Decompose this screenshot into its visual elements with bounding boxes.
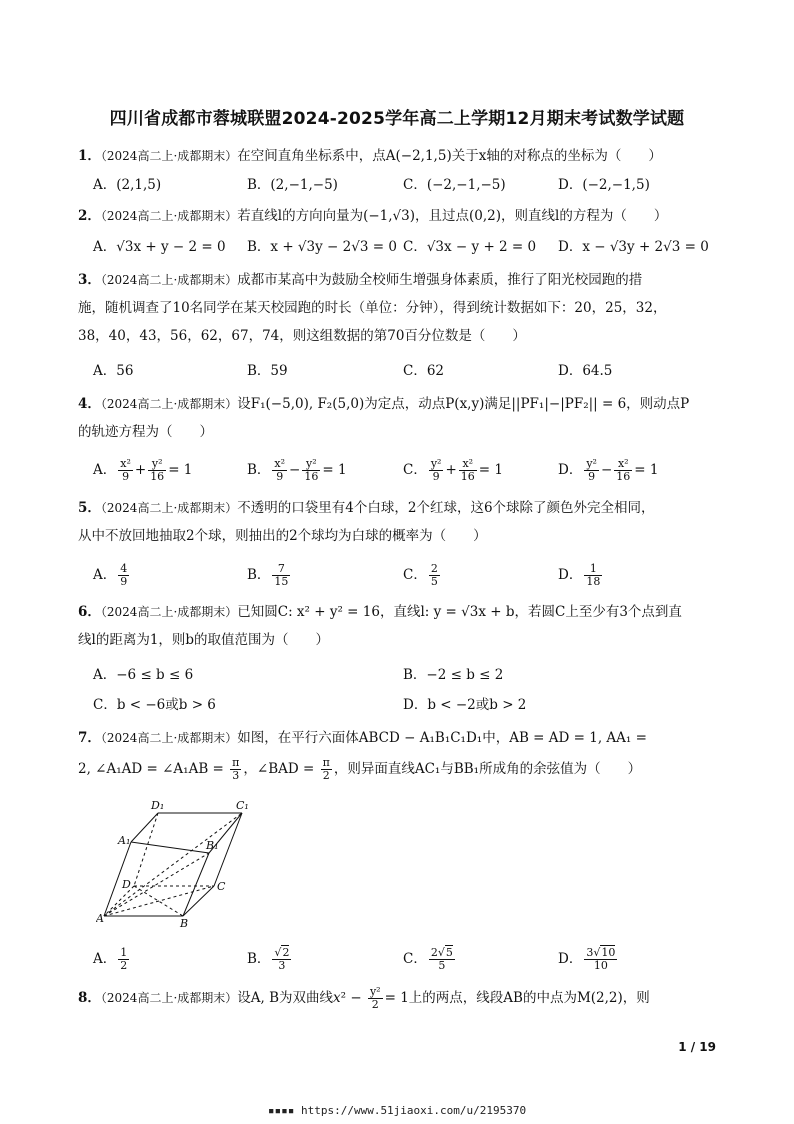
question-1 (78, 142, 718, 170)
option-b[interactable]: B．x + √3y − 2√3 = 0 (247, 239, 397, 255)
option-c[interactable]: C．√3x − y + 2 = 0 (403, 239, 537, 255)
option-c[interactable]: C．(−2,−1,−5) (403, 177, 506, 193)
question-7 (78, 724, 718, 786)
option-c[interactable]: C． $\frac{2√5}{5}$ (403, 946, 453, 972)
question-text-line-2: 2, ∠A₁AD = ∠A₁AB = $\frac{\pi}{3}$ ，∠BAD = $\frac{\pi}{2}$ ，则异面直线AC₁与BB₁所成角的余弦值为（ ） (78, 756, 642, 782)
parallelepiped-figure (96, 798, 266, 928)
question-source: （2024高二上·成都期末） (100, 501, 238, 515)
question-source: （2024高二上·成都期末） (100, 991, 238, 1005)
question-text-line-2: 线l的距离为1，则b的取值范围为（ ） (78, 632, 330, 648)
option-d[interactable]: D．64.5 (558, 363, 613, 379)
question-4 (78, 390, 718, 446)
option-a[interactable]: A． $\frac{1}{2}$ (93, 946, 128, 972)
label-b: B (180, 917, 189, 928)
question-source: （2024高二上·成都期末） (100, 273, 238, 287)
question-number: 6． (78, 604, 101, 620)
question-8: 8．（2024高二上·成都期末）设A, B为双曲线x² − $\frac{\text{y²}}{2}$ = 1上的两点，线段AB的中点为M(2,2)，则 (78, 985, 650, 1011)
option-c[interactable]: C． $\frac{\text{y²}}{9}$ + $\frac{\text{x²}}{16}$ = 1 (403, 457, 503, 483)
page-number: 1 / 19 (678, 1040, 716, 1054)
options-6-row-1 (93, 660, 718, 690)
option-a[interactable]: A． $\frac{4}{9}$ (93, 562, 128, 588)
question-source: （2024高二上·成都期末） (100, 209, 238, 223)
label-c: C (217, 880, 226, 893)
options-4 (93, 455, 718, 485)
option-b[interactable]: B．−2 ≤ b ≤ 2 (403, 667, 504, 683)
label-d1: D₁ (151, 799, 165, 812)
option-a[interactable]: A． $\frac{\text{x²}}{9}$ + $\frac{\text{y²}}{16}$ = 1 (93, 457, 193, 483)
question-text: 设A, B为双曲线 (237, 990, 334, 1006)
options-7 (93, 944, 718, 974)
question-source: （2024高二上·成都期末） (100, 397, 238, 411)
footer-url[interactable]: ▪▪▪▪ https://www.51jiaoxi.com/u/2195370 (267, 1104, 527, 1117)
option-d[interactable]: D．b < −2或b > 2 (403, 697, 527, 713)
option-b[interactable]: B．(2,−1,−5) (247, 177, 338, 193)
options-5 (93, 560, 718, 590)
option-a[interactable]: A．−6 ≤ b ≤ 6 (93, 667, 194, 683)
question-text-line-1: 成都市某高中为鼓励全校师生增强身体素质，推行了阳光校园跑的措 (237, 272, 643, 288)
question-source: （2024高二上·成都期末） (100, 605, 238, 619)
question-text-line-3: 38，40，43，56，62，67，74，则这组数据的第70百分位数是（ ） (78, 328, 526, 344)
options-6-row-2 (93, 690, 718, 720)
question-text: 若直线l的方向向量为(−1,√3)，且过点(0,2)，则直线l的方程为（ ） (237, 208, 668, 224)
option-b[interactable]: B．59 (247, 363, 288, 379)
page-title: 四川省成都市蓉城联盟2024-2025学年高二上学期12月期末考试数学试题 (109, 109, 685, 129)
question-2 (78, 202, 718, 230)
question-3 (78, 266, 718, 350)
question-text-line-2: 的轨迹方程为（ ） (78, 424, 213, 440)
question-text-line-1: 已知圆C: x² + y² = 16，直线l: y = √3x + b，若圆C上至少有3个点到直 (237, 604, 682, 620)
label-b1: B₁ (206, 839, 219, 852)
option-a[interactable]: A．√3x + y − 2 = 0 (93, 239, 226, 255)
label-d: D (122, 878, 131, 891)
label-a1: A₁ (118, 834, 131, 847)
question-text-line-1: 设F₁(−5,0), F₂(5,0)为定点，动点P(x,y)满足||PF₁|−|PF₂|| = 6，则动点P (237, 396, 690, 412)
question-text-line-2: 施，随机调查了10名同学在某天校园跑的时长（单位：分钟），得到统计数据如下：20，25，32， (78, 300, 667, 316)
option-c[interactable]: C． $\frac{2}{5}$ (403, 562, 438, 588)
question-text: 在空间直角坐标系中，点A(−2,1,5)关于x轴的对称点的坐标为（ ） (237, 148, 662, 164)
question-number: 1． (78, 148, 101, 164)
question-number: 4． (78, 396, 101, 412)
question-text-line-1: 不透明的口袋里有4个白球，2个红球，这6个球除了颜色外完全相同， (237, 500, 655, 516)
option-c[interactable]: C．b < −6或b > 6 (93, 697, 216, 713)
label-c1: C₁ (236, 799, 249, 812)
option-a[interactable]: A．56 (93, 363, 134, 379)
question-text-line-1: 如图，在平行六面体ABCD − A₁B₁C₁D₁中，AB = AD = 1, AA₁ = (237, 730, 647, 746)
question-number: 3． (78, 272, 101, 288)
options-2 (93, 232, 718, 262)
question-5 (78, 494, 718, 550)
label-a: A (96, 912, 104, 925)
question-text-line-2: 从中不放回地抽取2个球，则抽出的2个球均为白球的概率为（ ） (78, 528, 487, 544)
question-number: 8． (78, 990, 101, 1006)
question-number: 7． (78, 730, 101, 746)
question-6 (78, 598, 718, 654)
question-source: （2024高二上·成都期末） (100, 731, 238, 745)
options-3 (93, 356, 718, 386)
option-d[interactable]: D． $\frac{\text{y²}}{9}$ − $\frac{\text{x²}}{16}$ = 1 (558, 457, 659, 483)
option-b[interactable]: B． $\frac{7}{15}$ (247, 562, 289, 588)
option-d[interactable]: D．x − √3y + 2√3 = 0 (558, 239, 709, 255)
question-number: 2． (78, 208, 101, 224)
option-d[interactable]: D．(−2,−1,5) (558, 177, 650, 193)
option-b[interactable]: B． $\frac{√2}{3}$ (247, 946, 290, 972)
option-a[interactable]: A．(2,1,5) (93, 177, 162, 193)
option-b[interactable]: B． $\frac{\text{x²}}{9}$ − $\frac{\text{y²}}{16}$ = 1 (247, 457, 347, 483)
question-text-end: 上的两点，线段AB的中点为M(2,2)，则 (408, 990, 650, 1006)
option-d[interactable]: D． $\frac{1}{18}$ (558, 562, 601, 588)
question-number: 5． (78, 500, 101, 516)
option-d[interactable]: D． $\frac{3√10}{10}$ (558, 946, 616, 972)
options-1 (93, 170, 718, 200)
question-source: （2024高二上·成都期末） (100, 149, 238, 163)
option-c[interactable]: C．62 (403, 363, 445, 379)
